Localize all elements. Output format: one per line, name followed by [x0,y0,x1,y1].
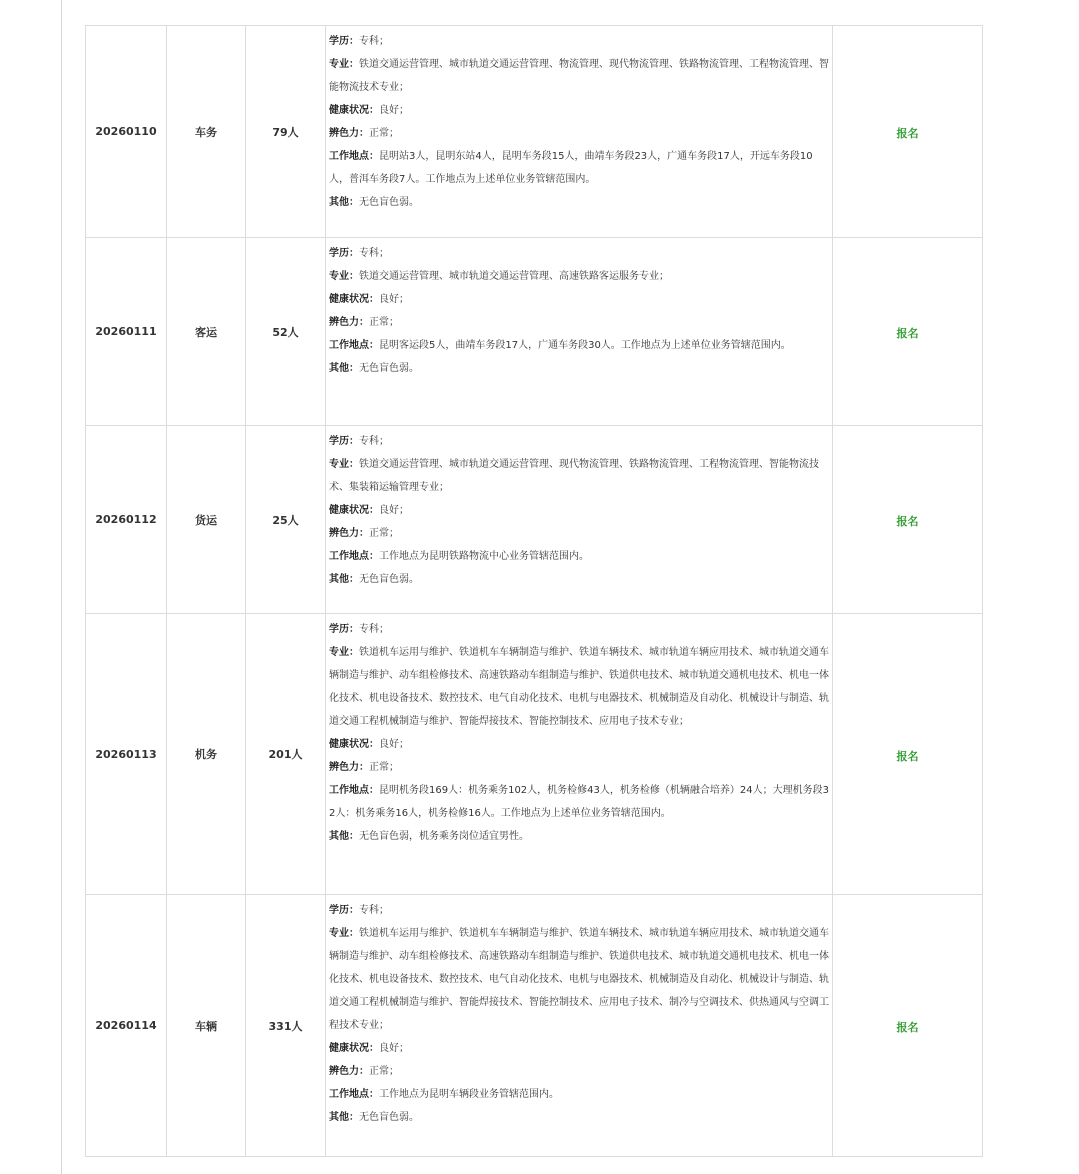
requirement-location [329,1083,830,1106]
position-type: 车务 [167,26,246,238]
requirement-other [329,568,830,591]
requirement-text: 无色盲色弱。 [359,197,419,208]
apply-link[interactable]: 报名 [896,1021,919,1034]
action-cell [833,895,983,1157]
recruitment-table-body [86,26,983,1157]
requirement-color-vision [329,756,830,779]
requirement-text: 专科； [359,248,389,259]
requirement-major [329,265,830,288]
apply-link[interactable]: 报名 [896,127,919,140]
requirement-major [329,53,830,99]
requirement-label: 其他： [329,1112,359,1123]
requirement-label: 健康状况： [329,1043,379,1054]
position-code: 20260110 [86,26,167,238]
requirement-label: 学历： [329,436,359,447]
requirement-text: 无色盲色弱。 [359,363,419,374]
requirement-health [329,733,830,756]
requirement-text: 铁道交通运营管理、城市轨道交通运营管理、现代物流管理、铁路物流管理、工程物流管理、智能物流技术、集装箱运输管理专业； [329,459,819,493]
requirement-label: 辨色力： [329,762,369,773]
requirement-other [329,191,830,214]
table-row [86,614,983,895]
requirement-label: 专业： [329,928,359,939]
requirement-label: 辨色力： [329,317,369,328]
requirement-text: 铁道机车运用与维护、铁道机车车辆制造与维护、铁道车辆技术、城市轨道车辆应用技术、城市轨道交通车辆制造与维护、动车组检修技术、高速铁路动车组制造与维护、铁道供电技术、城市轨道交通机电技术、机电一体化技术、机电设备技术、数控技术、电气自动化技术、电机与电器技术、机械制造及自动化、机械设计与制造、轨道交通工程机械制造与维护、智能焊接技术、智能控制技术、应用电子技术、制冷与空调技术、供热通风与空调工程技术专业； [329,928,829,1031]
apply-link[interactable]: 报名 [896,515,919,528]
requirement-label: 其他： [329,574,359,585]
requirement-label: 健康状况： [329,294,379,305]
requirement-text: 良好； [379,505,409,516]
position-code: 20260113 [86,614,167,895]
requirement-label: 专业： [329,271,359,282]
requirement-label: 工作地点： [329,151,379,162]
requirement-text: 工作地点为昆明铁路物流中心业务管辖范围内。 [379,551,589,562]
action-cell [833,26,983,238]
requirement-label: 辨色力： [329,128,369,139]
requirement-location [329,145,830,191]
requirement-other [329,1106,830,1129]
requirement-label: 专业： [329,459,359,470]
requirement-label: 工作地点： [329,785,379,796]
page-left-rule [61,0,62,1174]
requirement-text: 良好； [379,105,409,116]
requirement-text: 昆明机务段169人：机务乘务102人，机务检修43人，机务检修（机辆融合培养）24人；大理机务段32人：机务乘务16人，机务检修16人。工作地点为上述单位业务管辖范围内。 [329,785,829,819]
requirement-text: 专科； [359,905,389,916]
requirement-text: 正常； [369,762,399,773]
requirement-text: 专科； [359,436,389,447]
requirement-major [329,641,830,733]
requirement-label: 专业： [329,59,359,70]
requirement-other [329,825,830,848]
requirements-cell [326,426,833,614]
requirement-health [329,1037,830,1060]
requirement-text: 正常； [369,1066,399,1077]
requirement-text: 正常； [369,317,399,328]
requirement-location [329,779,830,825]
requirement-text: 工作地点为昆明车辆段业务管辖范围内。 [379,1089,559,1100]
requirement-text: 专科； [359,624,389,635]
position-code: 20260114 [86,895,167,1157]
table-row [86,895,983,1157]
requirement-color-vision [329,522,830,545]
requirements-cell [326,26,833,238]
requirement-major [329,453,830,499]
requirement-label: 学历： [329,624,359,635]
position-type: 车辆 [167,895,246,1157]
position-type: 机务 [167,614,246,895]
requirement-label: 学历： [329,248,359,259]
requirement-text: 铁道交通运营管理、城市轨道交通运营管理、物流管理、现代物流管理、铁路物流管理、工程物流管理、智能物流技术专业； [329,59,829,93]
position-code: 20260111 [86,238,167,426]
requirement-label: 专业： [329,647,359,658]
requirement-location [329,334,830,357]
headcount: 79人 [246,26,326,238]
requirement-label: 其他： [329,831,359,842]
requirement-text: 正常； [369,528,399,539]
requirement-education [329,430,830,453]
requirement-text: 昆明客运段5人，曲靖车务段17人，广通车务段30人。工作地点为上述单位业务管辖范围内。 [379,340,791,351]
requirement-label: 学历： [329,36,359,47]
requirement-label: 其他： [329,197,359,208]
table-row [86,426,983,614]
action-cell [833,426,983,614]
requirement-major [329,922,830,1037]
requirement-text: 无色盲色弱，机务乘务岗位适宜男性。 [359,831,529,842]
requirement-text: 无色盲色弱。 [359,1112,419,1123]
requirement-color-vision [329,122,830,145]
position-type: 客运 [167,238,246,426]
requirement-other [329,357,830,380]
headcount: 331人 [246,895,326,1157]
requirement-education [329,618,830,641]
requirement-location [329,545,830,568]
requirement-health [329,288,830,311]
requirement-text: 昆明站3人，昆明东站4人，昆明车务段15人，曲靖车务段23人，广通车务段17人，开远车务段10人，普洱车务段7人。工作地点为上述单位业务管辖范围内。 [329,151,813,185]
requirement-text: 专科； [359,36,389,47]
action-cell [833,238,983,426]
requirement-text: 无色盲色弱。 [359,574,419,585]
requirement-education [329,30,830,53]
requirement-text: 良好； [379,1043,409,1054]
headcount: 52人 [246,238,326,426]
requirement-label: 工作地点： [329,551,379,562]
requirements-cell [326,238,833,426]
requirement-text: 正常； [369,128,399,139]
requirement-label: 学历： [329,905,359,916]
requirement-education [329,899,830,922]
position-type: 货运 [167,426,246,614]
apply-link[interactable]: 报名 [896,327,919,340]
requirement-text: 良好； [379,294,409,305]
requirements-cell [326,895,833,1157]
requirement-label: 辨色力： [329,528,369,539]
position-code: 20260112 [86,426,167,614]
table-row [86,26,983,238]
headcount: 201人 [246,614,326,895]
requirement-education [329,242,830,265]
requirement-color-vision [329,1060,830,1083]
requirement-label: 健康状况： [329,739,379,750]
requirement-label: 辨色力： [329,1066,369,1077]
requirement-label: 健康状况： [329,505,379,516]
requirement-text: 铁道交通运营管理、城市轨道交通运营管理、高速铁路客运服务专业； [359,271,669,282]
requirement-label: 工作地点： [329,1089,379,1100]
requirement-health [329,499,830,522]
table-row [86,238,983,426]
requirement-health [329,99,830,122]
requirement-text: 铁道机车运用与维护、铁道机车车辆制造与维护、铁道车辆技术、城市轨道车辆应用技术、城市轨道交通车辆制造与维护、动车组检修技术、高速铁路动车组制造与维护、铁道供电技术、城市轨道交通机电技术、机电一体化技术、机电设备技术、数控技术、电气自动化技术、电机与电器技术、机械制造及自动化、机械设计与制造、轨道交通工程机械制造与维护、智能焊接技术、智能控制技术、应用电子技术专业； [329,647,829,727]
requirement-label: 其他： [329,363,359,374]
requirement-label: 健康状况： [329,105,379,116]
requirement-text: 良好； [379,739,409,750]
headcount: 25人 [246,426,326,614]
recruitment-table [85,25,983,1157]
action-cell [833,614,983,895]
requirement-color-vision [329,311,830,334]
requirements-cell [326,614,833,895]
requirement-label: 工作地点： [329,340,379,351]
apply-link[interactable]: 报名 [896,749,919,763]
